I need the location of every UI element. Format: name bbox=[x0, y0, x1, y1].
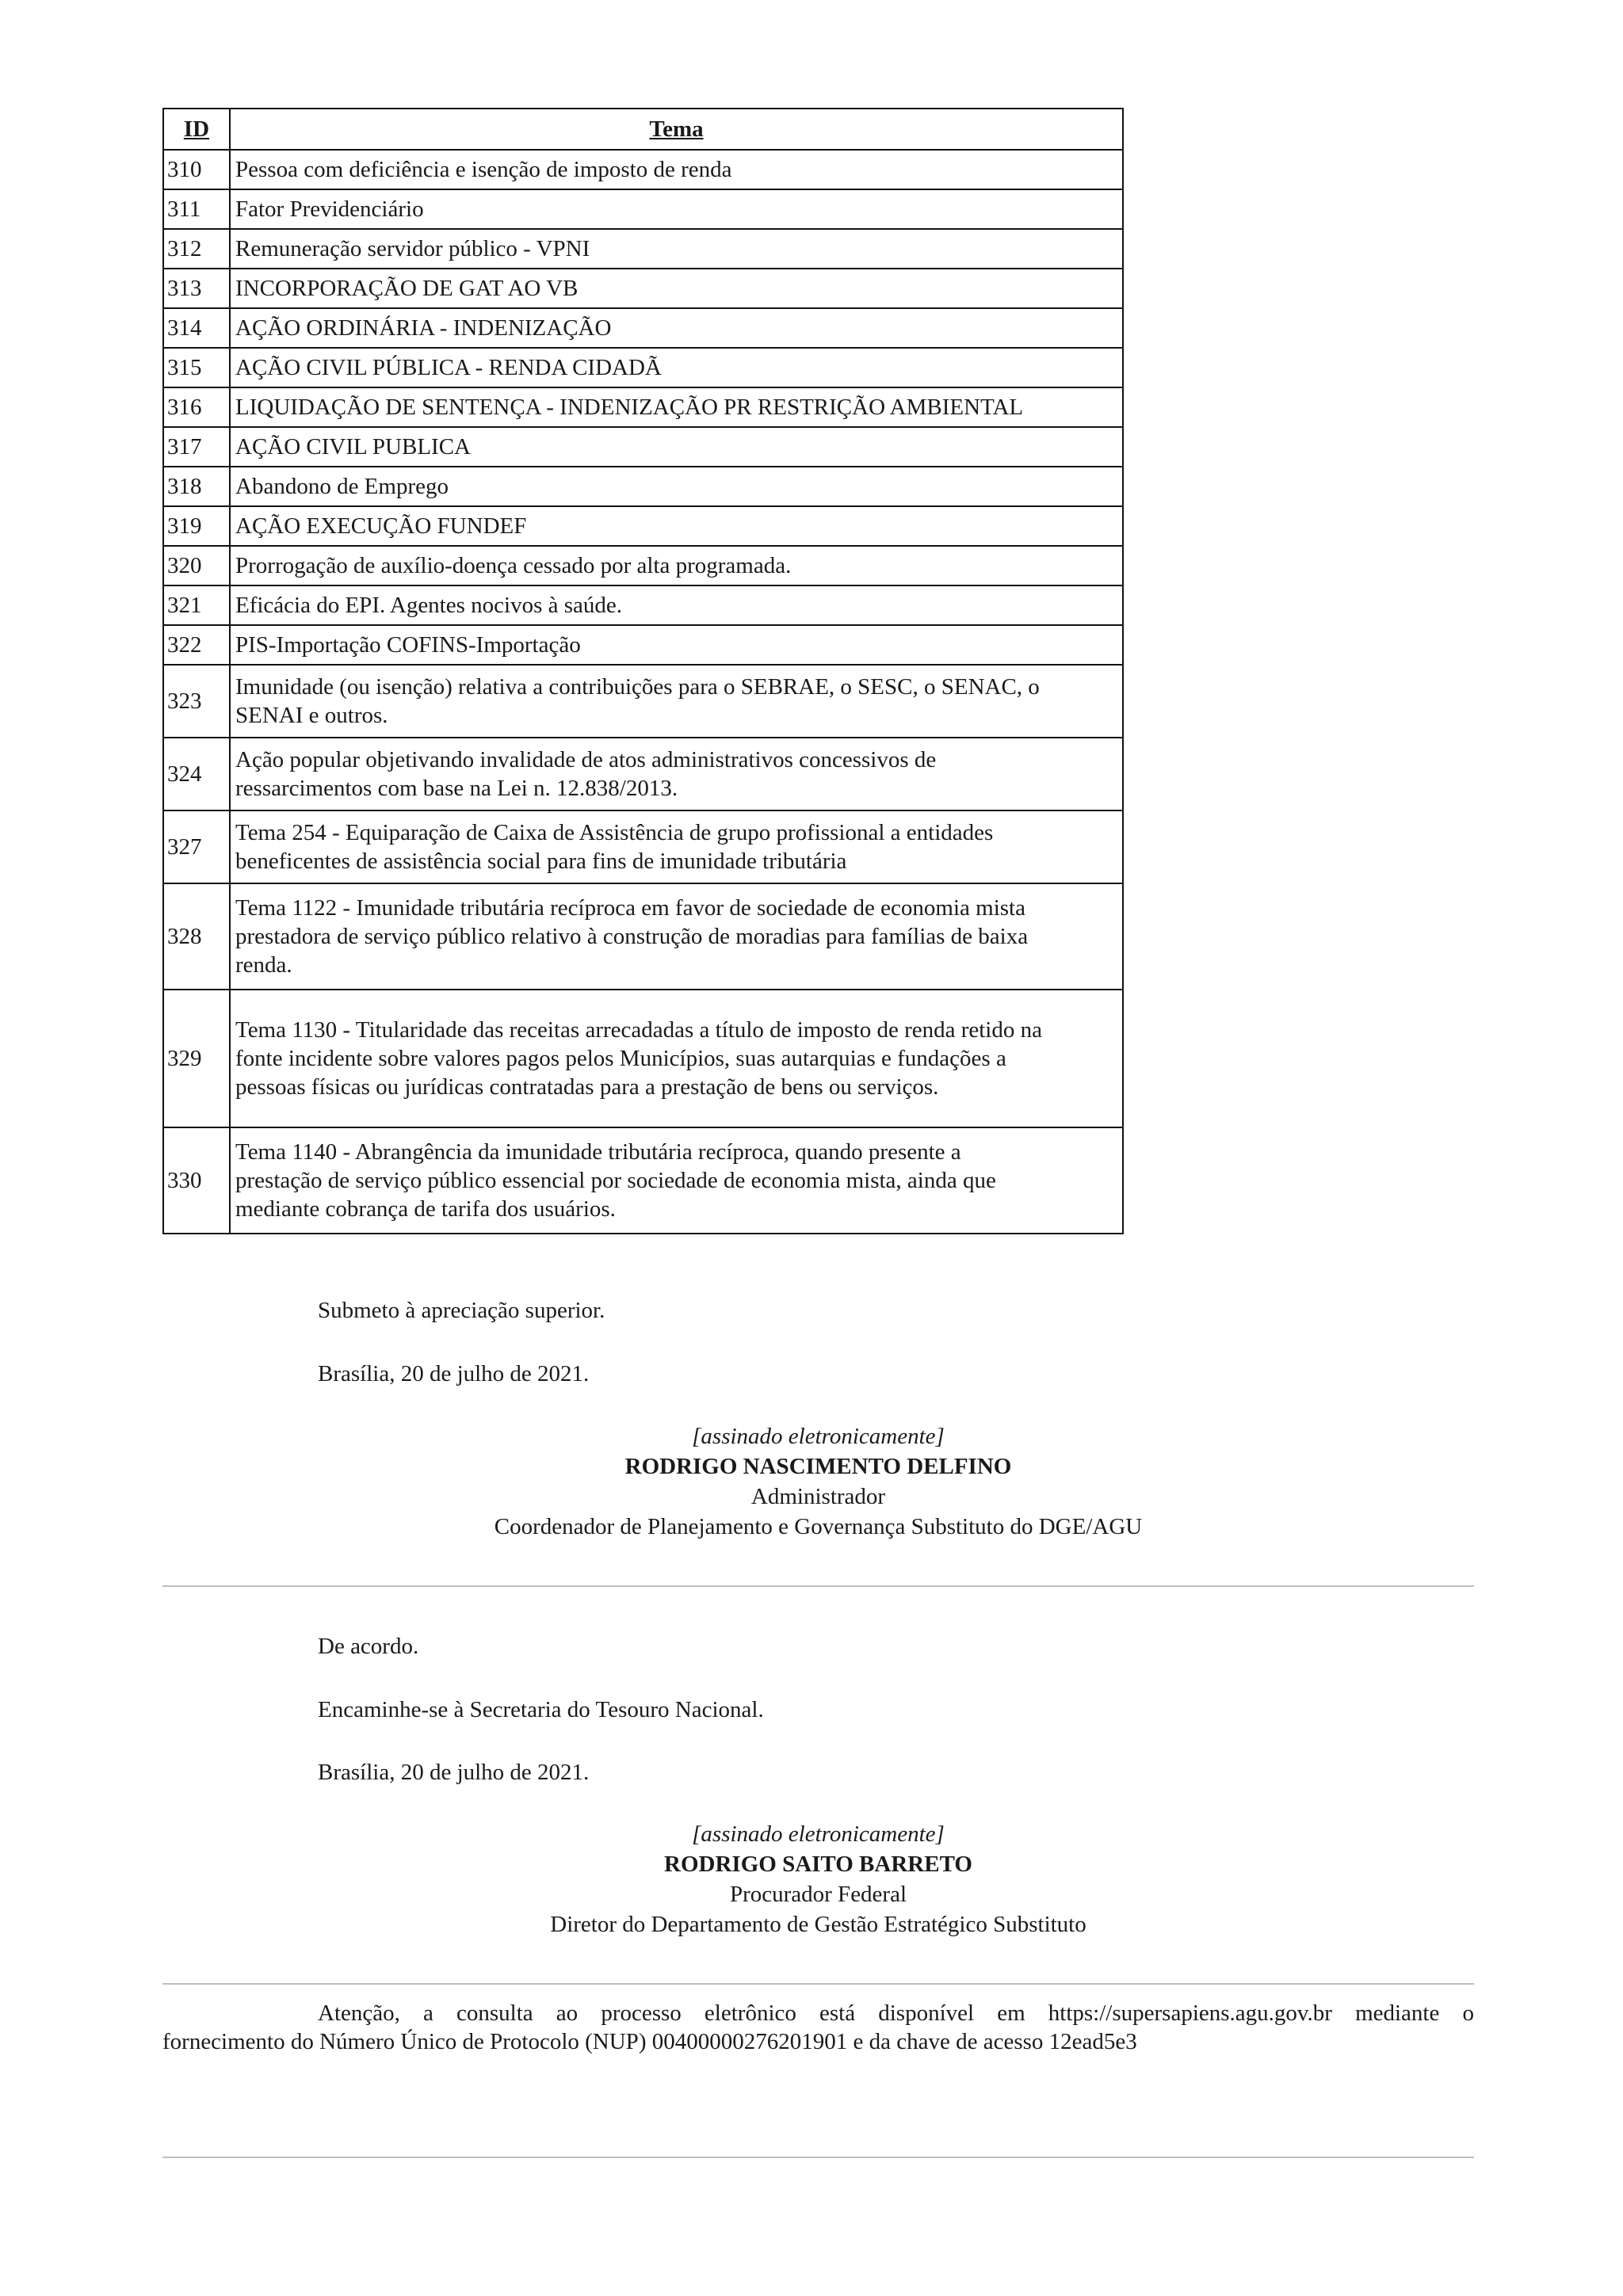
row-tema-line: pessoas físicas ou jurídicas contratadas para a prestação de bens ou serviços. bbox=[235, 1074, 939, 1100]
row-tema-line: fonte incidente sobre valores pagos pelos Municípios, suas autarquias e fundações a bbox=[235, 1046, 1006, 1071]
row-tema-line: renda. bbox=[235, 952, 292, 978]
row-tema bbox=[230, 738, 1123, 810]
table-row bbox=[163, 269, 1123, 308]
signature-note: [assinado eletronicamente] bbox=[692, 1821, 945, 1847]
row-tema-line: Imunidade (ou isenção) relativa a contribuições para o SEBRAE, o SESC, o SENAC, o bbox=[235, 674, 1040, 700]
row-tema: LIQUIDAÇÃO DE SENTENÇA - INDENIZAÇÃO PR RESTRIÇÃO AMBIENTAL bbox=[230, 387, 1123, 427]
row-tema bbox=[230, 883, 1123, 990]
table-row bbox=[163, 150, 1123, 189]
row-tema: AÇÃO CIVIL PÚBLICA - RENDA CIDADÃ bbox=[230, 348, 1123, 387]
row-id: 329 bbox=[163, 990, 230, 1127]
header-tema: Tema bbox=[230, 109, 1123, 150]
row-id: 328 bbox=[163, 883, 230, 990]
row-tema: AÇÃO ORDINÁRIA - INDENIZAÇÃO bbox=[230, 308, 1123, 348]
table-row bbox=[163, 348, 1123, 387]
table-row bbox=[163, 738, 1123, 810]
divider bbox=[162, 2157, 1474, 2158]
row-tema bbox=[230, 665, 1123, 738]
signature-block bbox=[162, 1819, 1474, 1939]
row-id: 327 bbox=[163, 810, 230, 883]
signer-position: Diretor do Departamento de Gestão Estratégico Substituto bbox=[550, 1912, 1086, 1937]
access-notice bbox=[162, 1999, 1474, 2056]
table-row bbox=[163, 427, 1123, 467]
row-tema-line: ressarcimentos com base na Lei n. 12.838/2013. bbox=[235, 776, 678, 801]
row-id: 322 bbox=[163, 625, 230, 665]
row-id: 312 bbox=[163, 229, 230, 269]
row-tema-line: prestação de serviço público essencial por sociedade de economia mista, ainda que bbox=[235, 1168, 996, 1193]
signer-name: RODRIGO NASCIMENTO DELFINO bbox=[624, 1454, 1012, 1479]
row-id: 330 bbox=[163, 1127, 230, 1234]
row-id: 323 bbox=[163, 665, 230, 738]
table-row bbox=[163, 506, 1123, 546]
row-tema: Pessoa com deficiência e isenção de imposto de renda bbox=[230, 150, 1123, 189]
agreement-text: De acordo. bbox=[318, 1634, 419, 1659]
submission-text: Submeto à apreciação superior. bbox=[318, 1298, 605, 1323]
row-tema: PIS-Importação COFINS-Importação bbox=[230, 625, 1123, 665]
row-id: 319 bbox=[163, 506, 230, 546]
divider bbox=[162, 1983, 1474, 1985]
row-tema-line: beneficentes de assistência social para fins de imunidade tributária bbox=[235, 849, 847, 874]
row-tema: Prorrogação de auxílio-doença cessado por alta programada. bbox=[230, 546, 1123, 585]
row-tema-line: mediante cobrança de tarifa dos usuários. bbox=[235, 1196, 616, 1222]
table-row bbox=[163, 308, 1123, 348]
row-tema-line: SENAI e outros. bbox=[235, 703, 388, 728]
signer-position: Coordenador de Planejamento e Governança Substituto do DGE/AGU bbox=[494, 1514, 1143, 1539]
signature-note: [assinado eletronicamente] bbox=[692, 1424, 945, 1449]
table-row bbox=[163, 229, 1123, 269]
row-tema-line: Tema 254 - Equiparação de Caixa de Assistência de grupo profissional a entidades bbox=[235, 820, 994, 845]
row-tema-line: Tema 1140 - Abrangência da imunidade tributária recíproca, quando presente a bbox=[235, 1139, 961, 1165]
row-id: 318 bbox=[163, 467, 230, 506]
row-id: 320 bbox=[163, 546, 230, 585]
row-tema: INCORPORAÇÃO DE GAT AO VB bbox=[230, 269, 1123, 308]
row-tema: Remuneração servidor público - VPNI bbox=[230, 229, 1123, 269]
signer-name: RODRIGO SAITO BARRETO bbox=[664, 1852, 972, 1877]
signer-role: Procurador Federal bbox=[729, 1882, 907, 1907]
row-id: 315 bbox=[163, 348, 230, 387]
row-id: 321 bbox=[163, 585, 230, 625]
temas-table bbox=[162, 108, 1124, 1234]
row-tema-line: Ação popular objetivando invalidade de atos administrativos concessivos de bbox=[235, 747, 937, 772]
row-id: 316 bbox=[163, 387, 230, 427]
table-row bbox=[163, 665, 1123, 738]
table-row bbox=[163, 810, 1123, 883]
row-tema: AÇÃO EXECUÇÃO FUNDEF bbox=[230, 506, 1123, 546]
table-row bbox=[163, 585, 1123, 625]
row-tema bbox=[230, 810, 1123, 883]
header-id: ID bbox=[163, 109, 230, 150]
row-tema bbox=[230, 990, 1123, 1127]
table-row bbox=[163, 1127, 1123, 1234]
table-row bbox=[163, 883, 1123, 990]
row-tema: Eficácia do EPI. Agentes nocivos à saúde. bbox=[230, 585, 1123, 625]
forward-text: Encaminhe-se à Secretaria do Tesouro Nacional. bbox=[318, 1697, 764, 1722]
date-text: Brasília, 20 de julho de 2021. bbox=[318, 1361, 590, 1386]
row-tema bbox=[230, 1127, 1123, 1234]
row-tema: AÇÃO CIVIL PUBLICA bbox=[230, 427, 1123, 467]
row-tema: Abandono de Emprego bbox=[230, 467, 1123, 506]
table-row bbox=[163, 990, 1123, 1127]
table-row bbox=[163, 625, 1123, 665]
access-notice-line2: fornecimento do Número Único de Protocolo (NUP) 00400000276201901 e da chave de acesso 12ead5e3 bbox=[162, 2029, 1137, 2054]
table-row bbox=[163, 546, 1123, 585]
signature-block bbox=[162, 1421, 1474, 1542]
row-tema: Fator Previdenciário bbox=[230, 189, 1123, 229]
row-id: 314 bbox=[163, 308, 230, 348]
table-row bbox=[163, 387, 1123, 427]
row-id: 324 bbox=[163, 738, 230, 810]
row-id: 313 bbox=[163, 269, 230, 308]
access-notice-line1: Atenção, a consulta ao processo eletrônico está disponível em https://supersapiens.agu.gov.br mediante o bbox=[318, 2000, 1474, 2026]
row-tema-line: Tema 1130 - Titularidade das receitas arrecadadas a título de imposto de renda retido na bbox=[235, 1017, 1042, 1043]
table-row bbox=[163, 467, 1123, 506]
signer-role: Administrador bbox=[750, 1484, 886, 1509]
table-row bbox=[163, 189, 1123, 229]
row-tema-line: prestadora de serviço público relativo à construção de moradias para famílias de baixa bbox=[235, 924, 1029, 949]
row-tema-line: Tema 1122 - Imunidade tributária recíproca em favor de sociedade de economia mista bbox=[235, 895, 1025, 921]
row-id: 310 bbox=[163, 150, 230, 189]
row-id: 311 bbox=[163, 189, 230, 229]
row-id: 317 bbox=[163, 427, 230, 467]
table-header-row bbox=[163, 109, 1123, 150]
date-text: Brasília, 20 de julho de 2021. bbox=[318, 1760, 590, 1785]
divider bbox=[162, 1585, 1474, 1587]
